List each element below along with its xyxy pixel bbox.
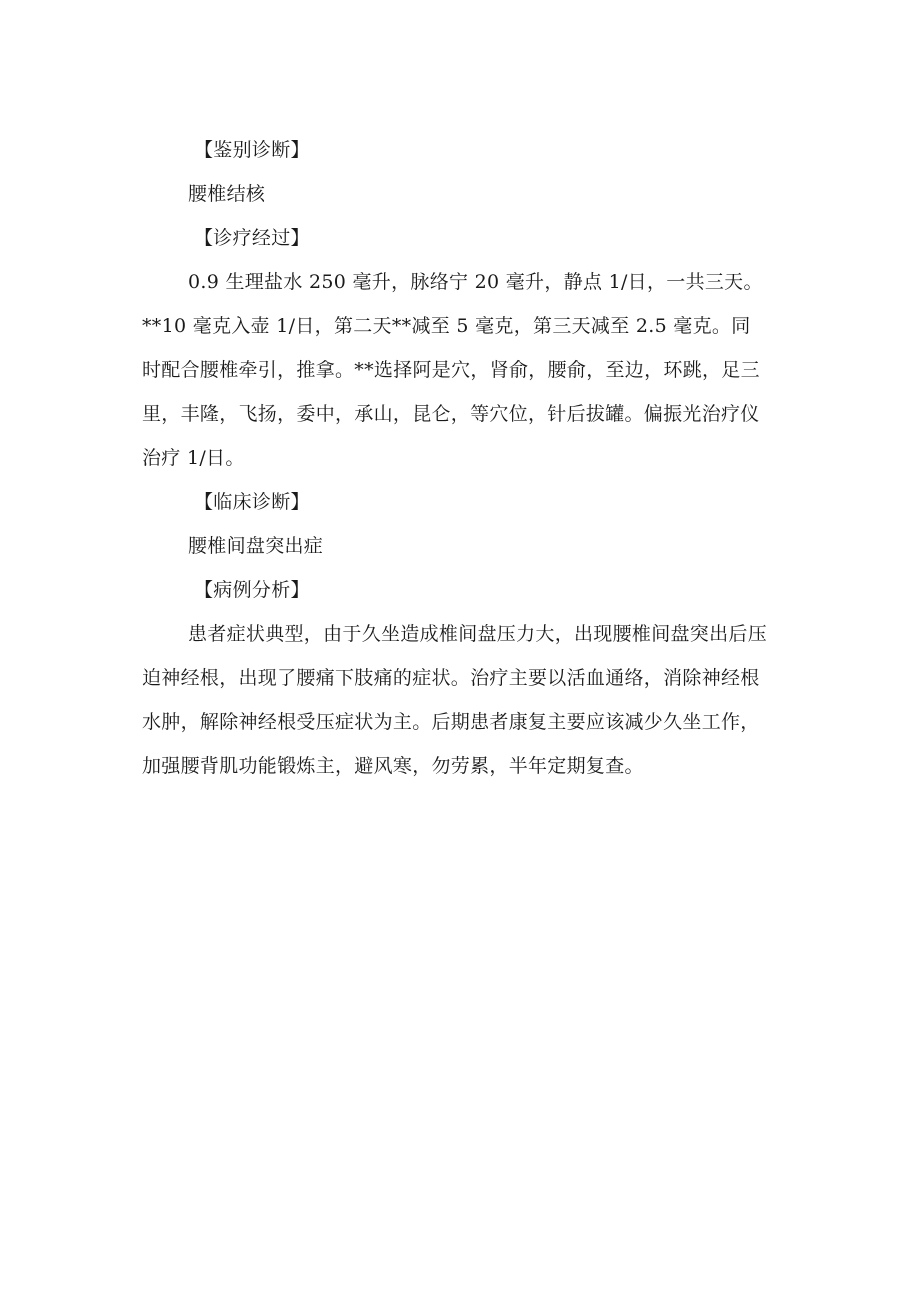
paragraph-line: 加强腰背肌功能锻炼主，避风寒，勿劳累，半年定期复查。	[142, 755, 644, 777]
section-heading-clinical-diagnosis: 【临床诊断】	[194, 491, 310, 513]
paragraph-line: 患者症状典型，由于久坐造成椎间盘压力大，出现腰椎间盘突出后压	[188, 623, 768, 645]
document-body	[142, 128, 792, 788]
paragraph-line: 时配合腰椎牵引，推拿。**选择阿是穴，肾俞，腰俞，至边，环跳，足三	[142, 359, 760, 381]
differential-diagnosis-text: 腰椎结核	[188, 183, 266, 205]
section-heading-case-analysis: 【病例分析】	[194, 579, 310, 601]
paragraph-line: 0.9 生理盐水 250 毫升，脉络宁 20 毫升，静点 1/日，一共三天。	[188, 271, 763, 293]
section-heading-differential-diagnosis: 【鉴别诊断】	[194, 139, 310, 161]
section-heading-treatment-process: 【诊疗经过】	[194, 227, 310, 249]
paragraph-line: 里，丰隆，飞扬，委中，承山，昆仑，等穴位，针后拔罐。偏振光治疗仪	[142, 403, 760, 425]
clinical-diagnosis-text: 腰椎间盘突出症	[188, 535, 324, 557]
paragraph-line: 迫神经根，出现了腰痛下肢痛的症状。治疗主要以活血通络，消除神经根	[142, 667, 760, 689]
paragraph-line: 治疗 1/日。	[142, 447, 245, 469]
case-analysis-paragraph	[142, 612, 792, 788]
paragraph-line: 水肿，解除神经根受压症状为主。后期患者康复主要应该减少久坐工作，	[142, 711, 760, 733]
paragraph-line: **10 毫克入壶 1/日，第二天**减至 5 毫克，第三天减至 2.5 毫克。同	[142, 315, 751, 337]
treatment-process-paragraph	[142, 260, 792, 480]
